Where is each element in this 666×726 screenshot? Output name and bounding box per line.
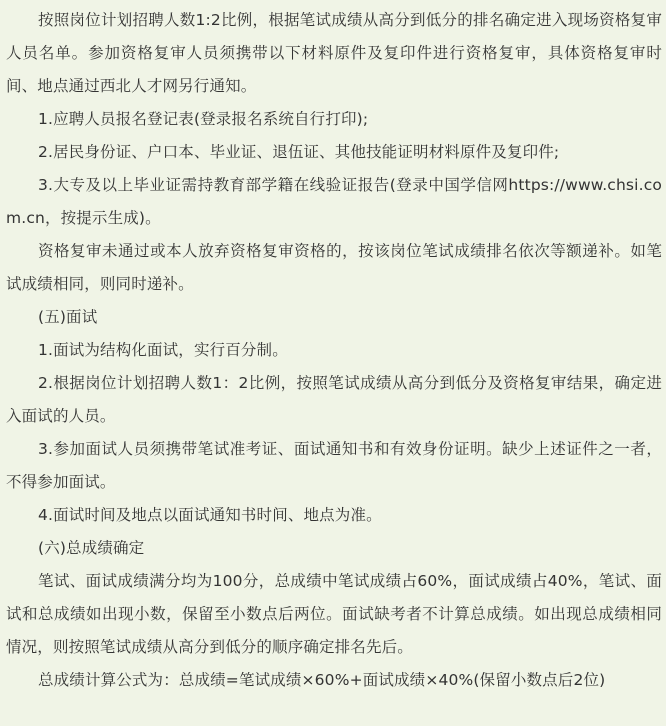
paragraph-interview-selection: 2.根据岗位计划招聘人数1：2比例，按照笔试成绩从高分到低分及资格复审结果，确定进入面试的人员。 <box>6 374 662 425</box>
paragraph-interview-format: 1.面试为结构化面试，实行百分制。 <box>38 341 288 359</box>
section-heading-interview: (五)面试 <box>38 308 98 326</box>
paragraph-substitution-rule: 资格复审未通过或本人放弃资格复审资格的，按该岗位笔试成绩排名依次等额递补。如笔试成绩相同，则同时递补。 <box>6 242 662 293</box>
paragraph-item-registration-form: 1.应聘人员报名登记表(登录报名系统自行打印); <box>38 110 369 128</box>
paragraph-score-weighting: 笔试、面试成绩满分均为100分，总成绩中笔试成绩占60%，面试成绩占40%，笔试、面试和总成绩如出现小数，保留至小数点后两位。面试缺考者不计算总成绩。如出现总成绩相同情况，则按照笔试成绩从高分到低分的顺序确定排名先后。 <box>6 572 662 656</box>
paragraph-item-id-documents: 2.居民身份证、户口本、毕业证、退伍证、其他技能证明材料原件及复印件; <box>38 143 560 161</box>
paragraph-interview-documents: 3.参加面试人员须携带笔试准考证、面试通知书和有效身份证明。缺少上述证件之一者，不得参加面试。 <box>6 440 662 491</box>
paragraph-score-formula: 总成绩计算公式为：总成绩=笔试成绩×60%+面试成绩×40%(保留小数点后2位) <box>38 671 606 689</box>
section-heading-total-score: (六)总成绩确定 <box>38 539 145 557</box>
paragraph-qualification-review: 按照岗位计划招聘人数1:2比例，根据笔试成绩从高分到低分的排名确定进入现场资格复审人员名单。参加资格复审人员须携带以下材料原件及复印件进行资格复审，具体资格复审时间、地点通过西北人才网另行通知。 <box>6 11 662 95</box>
paragraph-item-diploma-verification: 3.大专及以上毕业证需持教育部学籍在线验证报告(登录中国学信网https://www.chsi.com.cn，按提示生成)。 <box>6 176 662 227</box>
paragraph-interview-time-place: 4.面试时间及地点以面试通知书时间、地点为准。 <box>38 506 382 524</box>
